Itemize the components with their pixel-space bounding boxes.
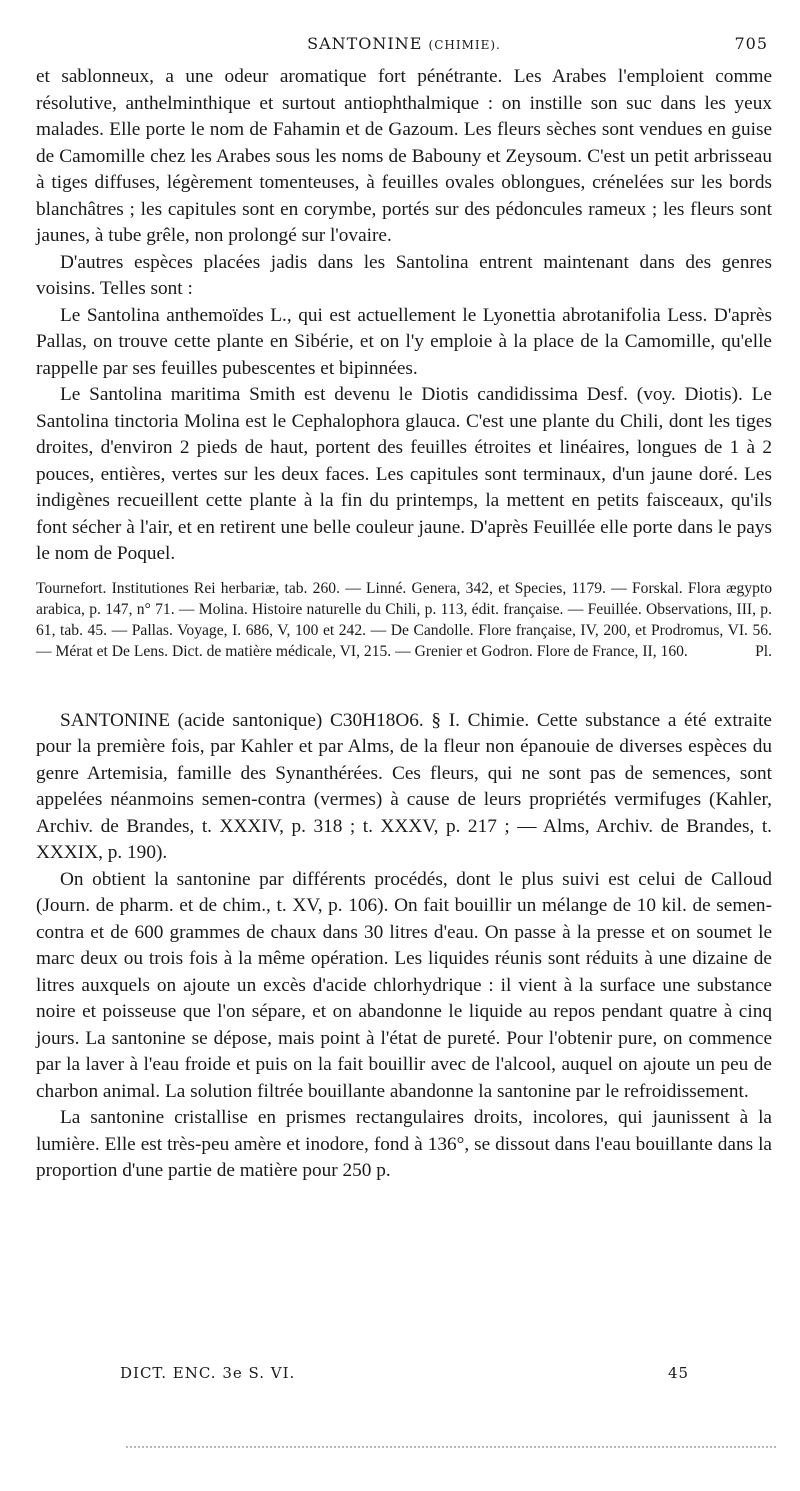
running-title: [36, 34, 772, 53]
bibliography-text: Tournefort. Institutiones Rei herbariæ, tab. 260. — Linné. Genera, 342, et Species, 1179. — Forskal. Flora ægypto arabica, p. 147, n° 71. — Molina. Histoire naturelle du Chili, p. 113, édit. française. — Feuillée. Observations, III, p. 61, tab. 45. — Pallas. Voyage, I. 686, V, 100 et 242. — De Candolle. Flore française, IV, 200, et Prodromus, VI. 56. — Mérat et De Lens. Dict. de matière médicale, VI, 215. — Grenier et Godron. Flore de France, II, 160.: [36, 579, 772, 660]
bibliography: [36, 578, 772, 662]
running-header: [36, 34, 772, 56]
paragraph-1: et sablonneux, a une odeur aromatique fort pénétrante. Les Arabes l'emploient comme résolutive, anthelminthique et surtout antiophthalmique : on instille son suc dans les yeux malades. Elle porte le nom de Fahamin et de Gazoum. Les fleurs sèches sont vendues en guise de Camomille chez les Arabes sous les noms de Babouny et Zeysoum. C'est un petit arbrisseau à tiges diffuses, légèrement tomenteuses, à feuilles ovales oblongues, crénelées sur les bords blanchâtres ; les capitules sont en corymbe, portés sur des pédoncules rameux ; les fleurs sont jaunes, à tube grêle, non prolongé sur l'ovaire.: [36, 66, 772, 246]
sheet-number: 45: [668, 1364, 690, 1382]
paragraph-santonine: SANTONINE (acide santonique) C30H18O6. § I. Chimie. Cette substance a été extraite pour la première fois, par Kahler et par Alms, de la fleur non épanouie de diverses espèces du genre Artemisia, famille des Synanthérées. Ces fleurs, qui ne sont pas de semences, sont appelées néanmoins semen-contra (vermes) à cause de leurs propriétés vermifuges (Kahler, Archiv. de Brandes, t. XXXIV, p. 318 ; t. XXXV, p. 217 ; — Alms, Archiv. de Brandes, t. XXXIX, p. 190).: [36, 709, 772, 863]
sheet-signature: DICT. ENC. 3e S. VI.: [120, 1364, 296, 1382]
header-subtitle: (CHIMIE).: [428, 38, 501, 52]
text-body: [36, 64, 772, 1185]
paragraph-3: Le Santolina anthemoïdes L., qui est actuellement le Lyonettia abrotanifolia Less. D'après Pallas, on trouve cette plante en Sibérie, et on l'y emploie à la place de la Camomille, qu'elle rappelle par ses feuilles pubescentes et bipinnées.: [36, 304, 772, 379]
paragraph-preparation: On obtient la santonine par différents procédés, dont le plus suivi est celui de Calloud (Journ. de pharm. et de chim., t. XV, p. 106). On fait bouillir un mélange de 10 kil. de semen-contra et de 600 grammes de chaux dans 30 litres d'eau. On passe à la presse et on soumet le marc deux ou trois fois à la même opération. Les liquides réunis sont réduits à une dizaine de litres auxquels on ajoute un excès d'acide chlorhydrique : il vient à la surface une substance noire et poisseuse que l'on sépare, et on abandonne le liquide au repos pendant quatre à cinq jours. La santonine se dépose, mais point à l'état de pureté. Pour l'obtenir pure, on commence par la laver à l'eau froide et puis on la fait bouillir avec de l'alcool, auquel on ajoute un peu de charbon animal. La solution filtrée bouillante abandonne la santonine par le refroidissement.: [36, 868, 772, 1102]
paragraph-2: D'autres espèces placées jadis dans les Santolina entrent maintenant dans des genres voisins. Telles sont :: [36, 251, 772, 299]
author-signature: Pl.: [755, 642, 772, 660]
bottom-dotted-rule: [126, 1446, 776, 1452]
paragraph-properties: La santonine cristallise en prismes rectangulaires droits, incolores, qui jaunissent à la lumière. Elle est très-peu amère et inodore, fond à 136°, se dissout dans l'eau bouillante dans la proportion d'une partie de matière pour 250 p.: [36, 1107, 772, 1181]
header-title: SANTONINE: [307, 34, 423, 53]
paragraph-4: Le Santolina maritima Smith est devenu le Diotis candidissima Desf. (voy. Diotis). Le Santolina tinctoria Molina est le Cephalophora glauca. C'est une plante du Chili, dont les tiges droites, d'environ 2 pieds de haut, portent des feuilles étroites et linéaires, longues de 1 à 2 pouces, entières, vertes sur les deux faces. Les capitules sont terminaux, d'un jaune doré. Les indigènes recueillent cette plante à la fin du printemps, la mettent en petits faisceaux, qu'ils font sécher à l'air, et en retirent une belle couleur jaune. D'après Feuillée elle porte dans le pays le nom de Poquel.: [36, 384, 772, 564]
page-number: 705: [734, 34, 768, 53]
